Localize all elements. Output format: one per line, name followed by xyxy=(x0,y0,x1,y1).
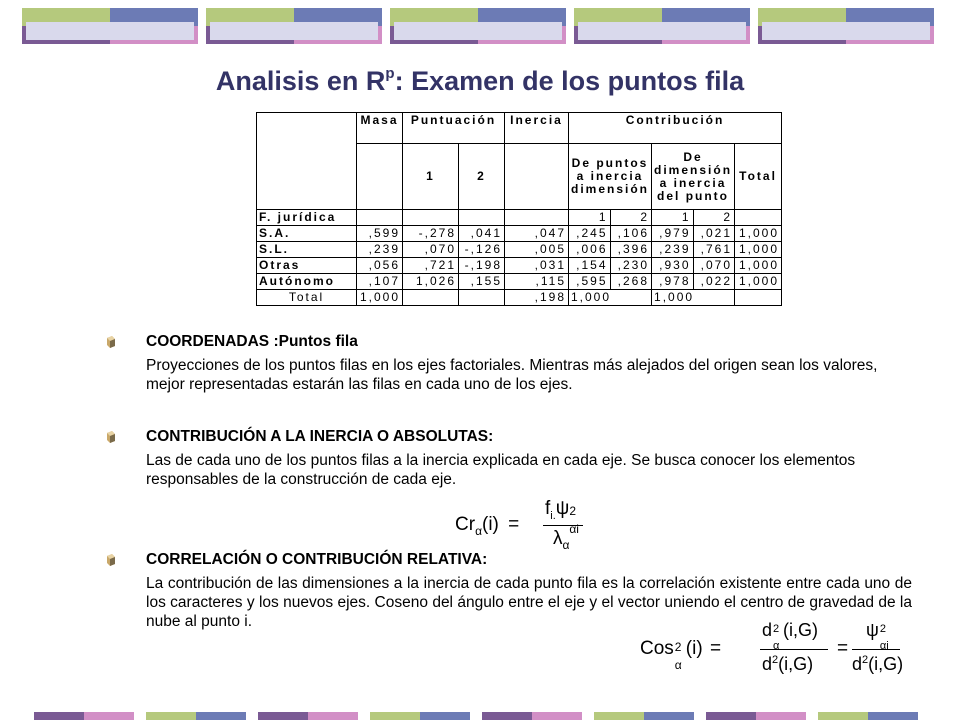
blank-cell xyxy=(459,290,505,306)
heading-text: CONTRIBUCIÓN A LA INERCIA O ABSOLUTAS: xyxy=(146,428,494,445)
total-contrib-2: 1,000 xyxy=(652,290,735,306)
total-row xyxy=(257,290,782,306)
title-superscript: p xyxy=(385,65,395,82)
formula-cos-arg: (i) xyxy=(685,638,703,659)
formula-cr-den: λ xyxy=(553,528,563,549)
cell: ,230 xyxy=(610,258,652,274)
formula-cr-densub: α xyxy=(562,537,570,552)
bullet-icon xyxy=(106,336,116,348)
formula-cr-eq: = xyxy=(508,514,520,535)
bullet-icon xyxy=(106,554,116,566)
cell: ,245 xyxy=(569,226,611,242)
header-dimension-line: a inercia xyxy=(659,175,727,190)
formula-cos-lhs: Cos xyxy=(640,638,674,659)
blank-cell xyxy=(735,210,782,226)
group-label: F. jurídica xyxy=(257,210,357,226)
cell: ,599 xyxy=(357,226,403,242)
deco-block xyxy=(390,8,566,44)
cell: ,155 xyxy=(459,274,505,290)
title-main: Analisis en R xyxy=(215,66,386,96)
bottom-decoration xyxy=(34,712,930,720)
header-masa: Masa xyxy=(357,113,403,144)
total-inercia: ,198 xyxy=(505,290,569,306)
header-total: Total xyxy=(735,144,782,210)
section-coordenadas xyxy=(106,332,912,394)
cell: 1,000 xyxy=(735,226,782,242)
header-dim2: 2 xyxy=(459,144,505,210)
formula-cr-sup: 2 xyxy=(569,504,577,518)
formula-cos-den2-arg: (i,G) xyxy=(868,654,904,674)
blank-cell xyxy=(403,290,459,306)
formula-cos-eq: = xyxy=(709,638,722,659)
header-puntuacion: Puntuación xyxy=(403,113,505,144)
formula-cos-den1-arg: (i,G) xyxy=(778,654,814,674)
fraction-bar xyxy=(543,525,583,526)
header-empty xyxy=(357,144,403,210)
cell: ,031 xyxy=(505,258,569,274)
formula-cos-num1-sub: α xyxy=(773,640,780,652)
cell: ,761 xyxy=(693,242,735,258)
cell: -,198 xyxy=(459,258,505,274)
formula-cos-num2-sub: αi xyxy=(879,640,889,652)
cell: -,126 xyxy=(459,242,505,258)
formula-cos xyxy=(640,618,904,682)
formula-cos-den2: d xyxy=(852,654,863,674)
cell: ,047 xyxy=(505,226,569,242)
header-puntos-line: dimensión xyxy=(571,182,650,196)
blank-cell xyxy=(459,210,505,226)
section-heading xyxy=(106,427,912,446)
header-dimension-line: dimensión xyxy=(654,162,733,177)
bullet-icon xyxy=(106,431,116,443)
fraction-bar xyxy=(852,649,900,650)
cell: ,239 xyxy=(652,242,694,258)
cell: ,056 xyxy=(357,258,403,274)
formula-cos-den1-sup: 2 xyxy=(772,654,779,666)
header-empty xyxy=(505,144,569,210)
table-row xyxy=(257,274,782,290)
cell: ,006 xyxy=(569,242,611,258)
header-dim1: 1 xyxy=(403,144,459,210)
table-row xyxy=(257,242,782,258)
cell: ,154 xyxy=(569,258,611,274)
total-masa: 1,000 xyxy=(357,290,403,306)
cell: ,005 xyxy=(505,242,569,258)
formula-cos-num1-arg: (i,G) xyxy=(783,620,819,640)
cell: ,721 xyxy=(403,258,459,274)
header-puntos-line: De puntos xyxy=(571,156,649,170)
formula-cos-num1-sup: 2 xyxy=(773,623,780,635)
blank-cell xyxy=(505,210,569,226)
deco-block xyxy=(22,8,198,44)
section-heading xyxy=(106,550,912,569)
deco-block xyxy=(206,8,382,44)
cell: ,070 xyxy=(403,242,459,258)
contrib-col-1: 1 xyxy=(569,210,611,226)
formula-cos-den2-sup: 2 xyxy=(862,654,869,666)
section-body: Proyecciones de los puntos filas en los ejes factoriales. Mientras más alejados del origen sean los valores, mejor representadas estarán las filas en cada uno de los ejes. xyxy=(146,357,878,393)
header-dimension-line: del punto xyxy=(657,188,730,203)
corner-cell xyxy=(257,113,357,210)
heading-text: COORDENADAS :Puntos fila xyxy=(146,333,358,350)
header-contribucion: Contribución xyxy=(569,113,782,144)
formula-cr-fsub: i. xyxy=(550,509,556,522)
fraction-bar xyxy=(760,649,828,650)
header-inercia: Inercia xyxy=(505,113,569,144)
results-table xyxy=(256,112,782,306)
formula-cr-sub: α xyxy=(475,523,482,538)
section-heading xyxy=(106,332,912,351)
contrib-col-3: 1 xyxy=(652,210,694,226)
heading-text: CORRELACIÓN O CONTRIBUCIÓN RELATIVA: xyxy=(146,551,488,568)
formula-cos-num1: d xyxy=(762,620,773,640)
cell: ,930 xyxy=(652,258,694,274)
cell: 1,000 xyxy=(735,258,782,274)
total-contrib-1: 1,000 xyxy=(569,290,652,306)
cell: -,278 xyxy=(403,226,459,242)
formula-cos-num2: ψ xyxy=(866,620,879,640)
title-rest: : Examen de los puntos fila xyxy=(394,66,745,96)
blank-cell xyxy=(735,290,782,306)
contrib-col-4: 2 xyxy=(693,210,735,226)
cell: 1,000 xyxy=(735,242,782,258)
formula-cr-numsub: αi xyxy=(569,522,579,536)
cell: 1,026 xyxy=(403,274,459,290)
section-contribucion xyxy=(106,427,912,489)
row-label: Autónomo xyxy=(257,274,357,290)
cell: ,239 xyxy=(357,242,403,258)
blank-cell xyxy=(403,210,459,226)
cell: ,595 xyxy=(569,274,611,290)
slide-title xyxy=(0,66,960,97)
cell: ,268 xyxy=(610,274,652,290)
section-body: La contribución de las dimensiones a la inercia de cada punto fila es la correlación existente entre cada uno de los caracteres y los nuevos ejes. Coseno del ángulo entre el eje y el vector uniendo el centro de gravedad de la nube al punto i. xyxy=(146,575,912,630)
formula-cos-den1: d xyxy=(762,654,773,674)
deco-block xyxy=(758,8,934,44)
header-puntos-inercia xyxy=(569,144,652,210)
formula-cr-psi: ψ xyxy=(555,498,570,519)
formula-cr-lhs: Cr xyxy=(455,514,476,535)
table-row xyxy=(257,258,782,274)
formula-cr-arg: (i) xyxy=(482,514,499,535)
row-label: S.L. xyxy=(257,242,357,258)
cell: ,106 xyxy=(610,226,652,242)
header-dimension-inercia xyxy=(652,144,735,210)
cell: ,070 xyxy=(693,258,735,274)
table-row xyxy=(257,226,782,242)
formula-cr-f: f xyxy=(545,498,551,519)
cell: ,021 xyxy=(693,226,735,242)
row-label: S.A. xyxy=(257,226,357,242)
formula-cos-sup: 2 xyxy=(674,640,682,654)
cell: 1,000 xyxy=(735,274,782,290)
row-label: Otras xyxy=(257,258,357,274)
cell: ,978 xyxy=(652,274,694,290)
cell: ,115 xyxy=(505,274,569,290)
section-body: Las de cada uno de los puntos filas a la inercia explicada en cada eje. Se busca conocer los elementos responsables de la construcción de cada eje. xyxy=(146,452,856,488)
cell: ,979 xyxy=(652,226,694,242)
blank-cell xyxy=(357,210,403,226)
formula-cos-sub: α xyxy=(674,658,682,672)
cell: ,396 xyxy=(610,242,652,258)
cell: ,107 xyxy=(357,274,403,290)
cell: ,041 xyxy=(459,226,505,242)
deco-block xyxy=(574,8,750,44)
header-puntos-line: a inercia xyxy=(576,169,644,183)
formula-cr xyxy=(455,498,585,556)
formula-cos-num2-sup: 2 xyxy=(879,623,886,635)
total-label: Total xyxy=(257,290,357,306)
formula-cos-eq2: = xyxy=(837,638,849,659)
header-dimension-line: De xyxy=(683,149,703,164)
cell: ,022 xyxy=(693,274,735,290)
contrib-col-2: 2 xyxy=(610,210,652,226)
